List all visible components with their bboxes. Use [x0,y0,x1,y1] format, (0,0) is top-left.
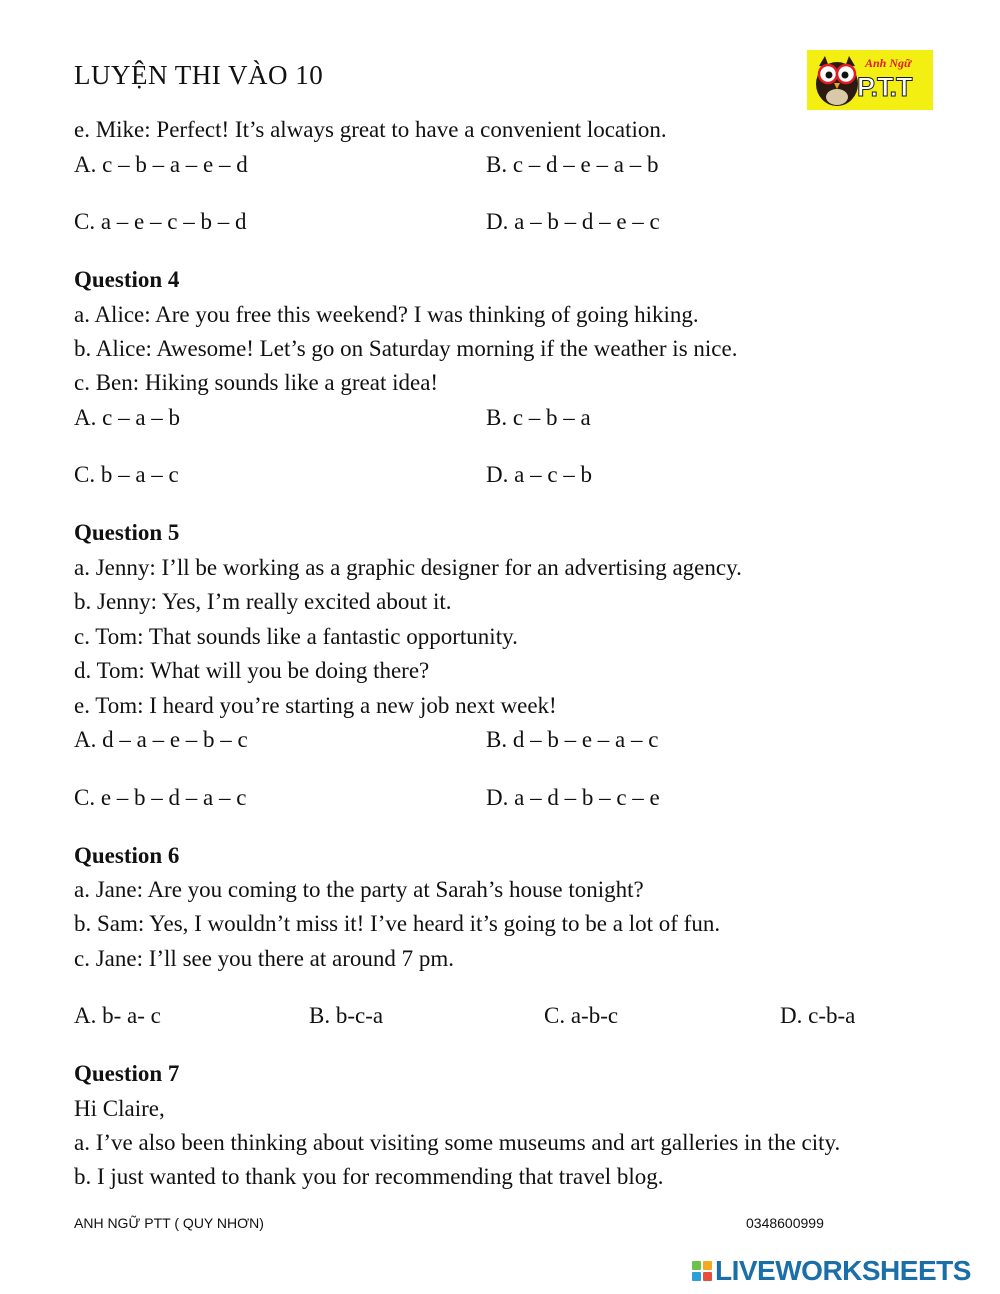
q4-line-b: b. Alice: Awesome! Let’s go on Saturday morning if the weather is nice. [74,336,738,361]
q7-line-b: b. I just wanted to thank you for recommending that travel blog. [74,1164,664,1189]
liveworksheets-brand[interactable] [692,1256,971,1286]
logo-main-text: P.T.T [857,72,912,102]
q5-line-c: c. Tom: That sounds like a fantastic opportunity. [74,624,518,649]
q3-option-d[interactable]: D. a – b – d – e – c [486,209,660,234]
question-4-title: Question 4 [74,267,180,292]
q6-option-b[interactable]: B. b-c-a [309,1003,384,1028]
q4-option-a[interactable]: A. c – a – b [74,405,181,430]
q4-option-b[interactable]: B. c – b – a [486,405,591,430]
q7-line-a: a. I’ve also been thinking about visiting some museums and art galleries in the city. [74,1130,841,1155]
q6-option-c[interactable]: C. a-b-c [544,1003,619,1028]
q4-option-d[interactable]: D. a – c – b [486,462,593,487]
liveworksheets-text: LIVEWORKSHEETS [715,1255,971,1286]
q6-line-b: b. Sam: Yes, I wouldn’t miss it! I’ve heard it’s going to be a lot of fun. [74,911,721,936]
question-6-title: Question 6 [74,843,180,868]
q6-line-a: a. Jane: Are you coming to the party at Sarah’s house tonight? [74,877,644,902]
liveworksheets-icon [692,1261,712,1281]
q5-option-b[interactable]: B. d – b – e – a – c [486,727,659,752]
q5-option-c[interactable]: C. e – b – d – a – c [74,785,247,810]
question-5-title: Question 5 [74,520,180,545]
q6-option-d[interactable]: D. c-b-a [780,1003,856,1028]
dialogue-line: e. Mike: Perfect! It’s always great to have a convenient location. [74,117,667,142]
q3-option-a[interactable]: A. c – b – a – e – d [74,152,248,177]
q6-line-c: c. Jane: I’ll see you there at around 7 pm. [74,946,455,971]
q4-line-a: a. Alice: Are you free this weekend? I was thinking of going hiking. [74,302,699,327]
q5-line-b: b. Jenny: Yes, I’m really excited about it. [74,589,452,614]
q3-option-b[interactable]: B. c – d – e – a – b [486,152,659,177]
page-title: LUYỆN THI VÀO 10 [74,60,324,90]
q5-option-a[interactable]: A. d – a – e – b – c [74,727,248,752]
footer-phone: 0348600999 [746,1215,824,1231]
question-7-title: Question 7 [74,1061,180,1086]
q3-option-c[interactable]: C. a – e – c – b – d [74,209,247,234]
brand-logo [807,50,933,110]
q5-line-d: d. Tom: What will you be doing there? [74,658,430,683]
q4-line-c: c. Ben: Hiking sounds like a great idea! [74,370,439,395]
logo-top-text: Anh Ngữ [865,56,912,70]
q4-option-c[interactable]: C. b – a – c [74,462,179,487]
q5-line-e: e. Tom: I heard you’re starting a new job next week! [74,693,557,718]
q5-line-a: a. Jenny: I’ll be working as a graphic designer for an advertising agency. [74,555,742,580]
q5-option-d[interactable]: D. a – d – b – c – e [486,785,660,810]
q7-greeting: Hi Claire, [74,1096,165,1121]
q6-option-a[interactable]: A. b- a- c [74,1003,161,1028]
footer-school: ANH NGỮ PTT ( QUY NHƠN) [74,1215,264,1231]
